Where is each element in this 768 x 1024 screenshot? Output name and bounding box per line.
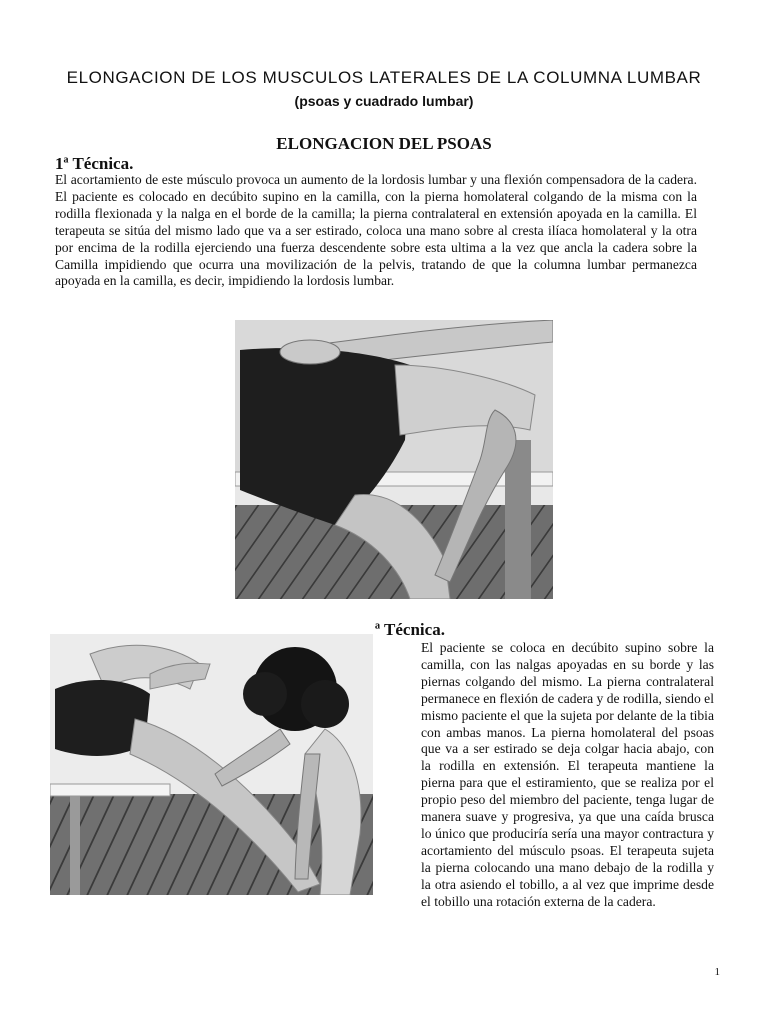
technique-2-photo xyxy=(50,634,373,895)
technique-1-heading-text: Técnica. xyxy=(68,154,134,173)
technique-1-number: 1 xyxy=(55,154,64,173)
document-title: ELONGACION DE LOS MUSCULOS LATERALES DE LA COLUMNA LUMBAR xyxy=(66,68,702,87)
technique-1-photo xyxy=(235,320,553,599)
technique-2-paragraph: El paciente se coloca en decúbito supino sobre la camilla, con las nalgas apoyadas en su borde y las piernas colgando del mismo. La pierna contralateral permanece en flexión de cadera y de rodilla, siendo el mismo paciente el que la sujeta por delante de la tibia con ambas manos. La pierna homolateral del psoas que va a ser estirado se deja colgar hacia abajo, con la rodilla en extensión. El terapeuta mantiene la pierna para que el estiramiento, que se realiza por el propio peso del miembro del paciente, tenga lugar de manera suave y progresiva, ya que una caída brusca lo único que produciría sería una mayor contractura y acortamiento del músculo psoas. El terapeuta sujeta la pierna colocando una mano debajo de la rodilla y la otra asiendo el tobillo, a al vez que imprime desde el tobillo una rotación externa de la cadera. xyxy=(421,640,714,909)
document-subtitle: (psoas y cuadrado lumbar) xyxy=(294,93,474,109)
page-number: 1 xyxy=(714,966,720,978)
technique-2-photo-illustration xyxy=(50,634,373,895)
technique-1-ordinal: a xyxy=(63,154,69,166)
technique-2-heading: ª Técnica. xyxy=(375,620,445,639)
technique-1-paragraph: El acortamiento de este músculo provoca un aumento de la lordosis lumbar y una flexión compensadora de la cadera. El paciente es colocado en decúbito supino en la camilla, con la pierna homolateral colgando de la misma con la rodilla flexionada y la nalga en el borde de la camilla; la pierna contralateral en extensión apoyada en la camilla. El terapeuta se sitúa del mismo lado que va a ser estirado, coloca una mano sobre al cresta ilíaca homolateral y la otra por encima de la rodilla ejerciendo una fuerza descendente sobre esta ultima a la vez que ancla la cadera sobre la Camilla impidiendo que ocurra una movilización de la pelvis, tratando de que la columna lumbar permanezca apoyada en la camilla, es decir, impidiendo la lordosis lumbar. xyxy=(55,172,697,289)
technique-1-heading xyxy=(55,154,133,174)
section-title: ELONGACION DEL PSOAS xyxy=(276,134,492,153)
technique-1-photo-illustration xyxy=(235,320,553,599)
